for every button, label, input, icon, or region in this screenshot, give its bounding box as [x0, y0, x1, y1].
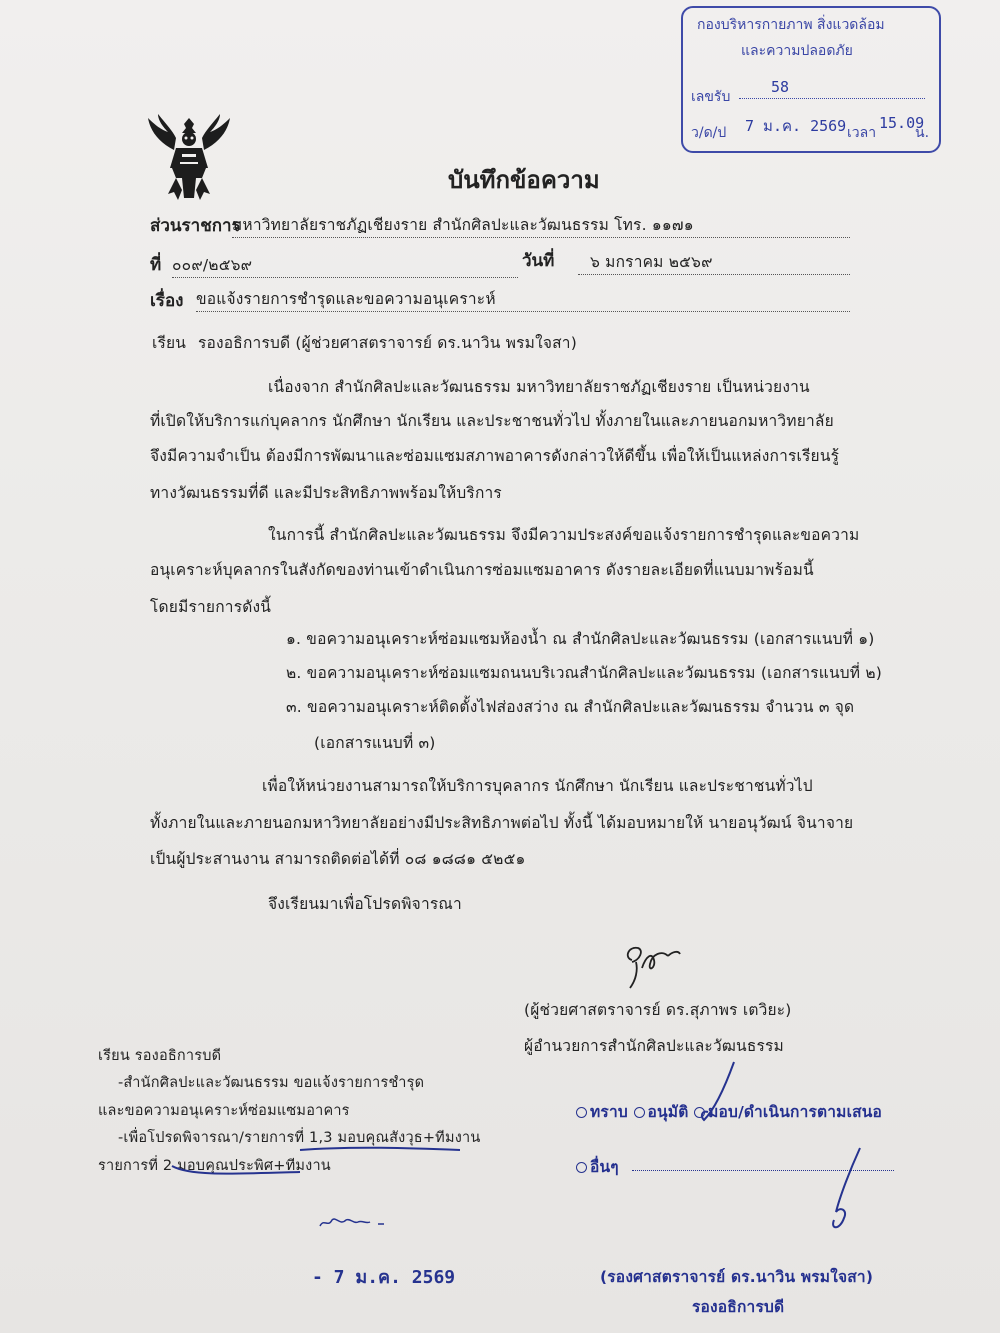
p1-line: เนื่องจาก สำนักศิลปะและวัฒนธรรม มหาวิทยาลัยราชภัฏเชียงราย เป็นหน่วยงาน	[268, 378, 810, 396]
initials-mark	[318, 1212, 388, 1232]
p3-line: เป็นผู้ประสานงาน สามารถติดต่อได้ที่ ๐๘ ๑๘๘๑ ๕๒๕๑	[150, 850, 526, 868]
p3-line: เพื่อให้หน่วยงานสามารถให้บริการบุคลากร นักศึกษา นักเรียน และประชาชนทั่วไป	[262, 777, 813, 795]
option-circle	[576, 1107, 587, 1118]
note-line: -เพื่อโปรดพิจารณา/รายการที่ 1,3 มอบคุณสังวุธ+ทีมงาน	[118, 1130, 481, 1146]
stamp-date-value: 7 ม.ค. 2569	[745, 117, 847, 135]
note-line: -สำนักศิลปะและวัฒนธรรม ขอแจ้งรายการชำรุด	[118, 1075, 425, 1091]
closing-text: จึงเรียนมาเพื่อโปรดพิจารณา	[268, 895, 462, 913]
list-item: ๓. ขอความอนุเคราะห์ติดตั้งไฟส่องสว่าง ณ สำนักศิลปะและวัฒนธรรม จำนวน ๓ จุด	[286, 698, 855, 716]
subject-value: ขอแจ้งรายการชำรุดและขอความอนุเคราะห์	[196, 286, 850, 312]
to-label: เรียน	[152, 334, 187, 352]
p3-line: ทั้งภายในและภายนอกมหาวิทยาลัยอย่างมีประสิทธิภาพต่อไป ทั้งนี้ ได้มอบหมายให้ นายอนุวัฒน์ จินาจาย	[150, 814, 854, 832]
option-circle	[634, 1107, 645, 1118]
signature-mark	[618, 938, 682, 994]
vp-name: (รองศาสตราจารย์ ดร.นาวิน พรมใจสา)	[600, 1268, 874, 1286]
note-line: รายการที่ 2 มอบคุณประพิศ+ทีมงาน	[98, 1158, 331, 1174]
note-date-stamp: - 7 ม.ค. 2569	[312, 1267, 456, 1288]
agency-label: ส่วนราชการ	[150, 216, 241, 236]
stamp-date-label: ว/ด/ป	[691, 125, 727, 141]
signer-name: (ผู้ช่วยศาสตราจารย์ ดร.สุภาพร เตวิยะ)	[524, 1001, 792, 1019]
to-value: รองอธิการบดี (ผู้ช่วยศาสตราจารย์ ดร.นาวิน พรมใจสา)	[198, 334, 577, 352]
stamp-time-value: 15.09	[879, 114, 925, 132]
ref-label: ที่	[150, 255, 162, 275]
decision-options: ทราบ อนุมัติ มอบ/ดำเนินการตามเสนอ	[576, 1099, 882, 1124]
memo-title: บันทึกข้อความ	[448, 166, 600, 194]
p1-line: ที่เปิดให้บริการแก่บุคลากร นักศึกษา นักเรียน และประชาชนทั่วไป ทั้งภายในและภายนอกมหาวิทยาลัย	[150, 412, 834, 430]
list-item: ๑. ขอความอนุเคราะห์ซ่อมแซมห้องน้ำ ณ สำนักศิลปะและวัฒนธรรม (เอกสารแนบที่ ๑)	[286, 630, 875, 648]
p2-line: อนุเคราะห์บุคลากรในสังกัดของท่านเข้าดำเนินการซ่อมแซมอาคาร ดังรายละเอียดที่แนบมาพร้อมนี้	[150, 561, 814, 579]
approval-strokes	[690, 1060, 890, 1240]
subject-label: เรื่อง	[150, 291, 184, 311]
note-line: และขอความอนุเคราะห์ซ่อมแซมอาคาร	[98, 1103, 350, 1119]
list-item: (เอกสารแนบที่ ๓)	[314, 734, 436, 752]
stamp-receive-line	[739, 98, 925, 99]
garuda-emblem-icon	[146, 112, 232, 204]
note-line: เรียน รองอธิการบดี	[98, 1048, 222, 1064]
stamp-receive-label: เลขรับ	[691, 89, 731, 105]
underline-marks	[170, 1144, 470, 1180]
decision-other: อื่นๆ	[576, 1154, 619, 1179]
p1-line: จึงมีความจำเป็น ต้องมีการพัฒนาและซ่อมแซมสภาพอาคารดังกล่าวให้ดีขึ้น เพื่อให้เป็นแหล่งการเรียนรู้	[150, 447, 840, 465]
stamp-line1: กองบริหารกายภาพ สิ่งแวดล้อม	[697, 17, 885, 33]
p1-line: ทางวัฒนธรรมที่ดี และมีประสิทธิภาพพร้อมให้บริการ	[150, 484, 502, 502]
list-item: ๒. ขอความอนุเคราะห์ซ่อมแซมถนนบริเวณสำนักศิลปะและวัฒนธรรม (เอกสารแนบที่ ๒)	[286, 664, 882, 682]
agency-value: มหาวิทยาลัยราชภัฏเชียงราย สำนักศิลปะและวัฒนธรรม โทร. ๑๑๗๑	[232, 212, 850, 238]
p2-line: โดยมีรายการดังนี้	[150, 598, 272, 616]
stamp-receive-no: 58	[771, 78, 790, 96]
receiving-stamp	[681, 6, 941, 153]
option-circle	[576, 1162, 587, 1173]
ref-value: ๐๐๙/๒๕๖๙	[172, 252, 518, 278]
signer-position: ผู้อำนวยการสำนักศิลปะและวัฒนธรรม	[524, 1037, 784, 1055]
stamp-line2: และความปลอดภัย	[741, 43, 853, 59]
p2-line: ในการนี้ สำนักศิลปะและวัฒนธรรม จึงมีความประสงค์ขอแจ้งรายการชำรุดและขอความ	[268, 526, 860, 544]
stamp-time-unit: น.	[915, 125, 930, 141]
date-value: ๖ มกราคม ๒๕๖๙	[578, 249, 850, 275]
date-label: วันที่	[522, 251, 555, 271]
vp-position: รองอธิการบดี	[692, 1298, 785, 1316]
stamp-time-label: เวลา	[847, 125, 877, 141]
